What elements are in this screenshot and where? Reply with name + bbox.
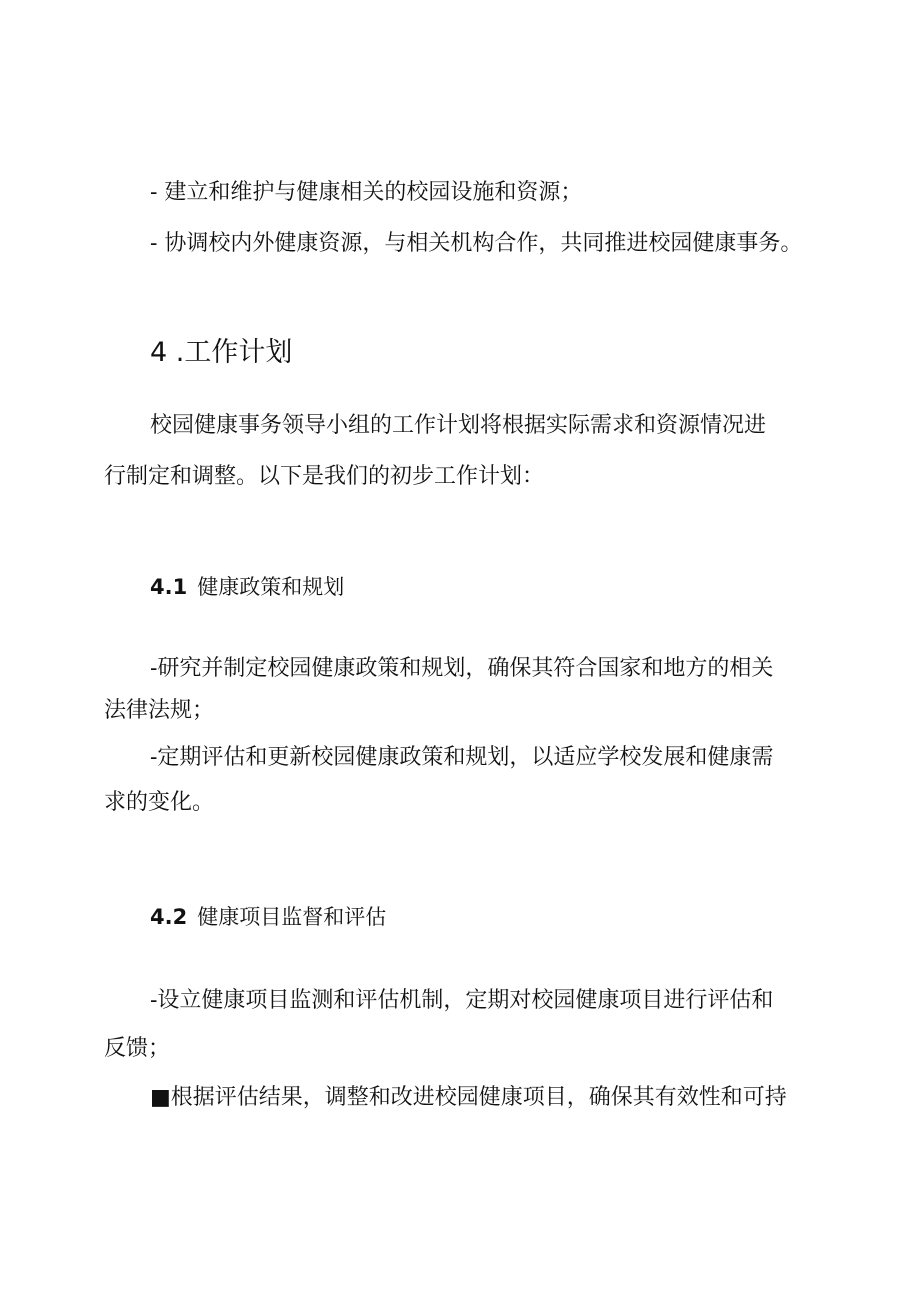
section-4-paragraph-line-1: 校园健康事务领导小组的工作计划将根据实际需求和资源情况进 xyxy=(150,413,767,438)
section-4-1-item-2-line-2: 求的变化。 xyxy=(104,790,215,815)
section-4-2-title: 健康项目监督和评估 xyxy=(197,905,387,929)
section-4-1-item-2-line-1: -定期评估和更新校园健康政策和规划，以适应学校发展和健康需 xyxy=(150,745,774,770)
section-4-paragraph-line-2: 行制定和调整。以下是我们的初步工作计划： xyxy=(104,464,545,489)
section-4-1-title: 健康政策和规划 xyxy=(197,575,345,599)
section-4-heading: 4 .工作计划 xyxy=(150,337,293,368)
section-4-2-item-1-line-2: 反馈； xyxy=(104,1036,171,1061)
bullet-coordinate-resources: - 协调校内外健康资源，与相关机构合作，共同推进校园健康事务。 xyxy=(150,231,803,256)
section-4-2-number: 4.2 xyxy=(150,905,188,929)
section-4-2-item-2-line-1: ■根据评估结果，调整和改进校园健康项目，确保其有效性和可持 xyxy=(150,1085,787,1110)
section-4-1-item-1-line-2: 法律法规； xyxy=(104,698,215,723)
section-4-1-number: 4.1 xyxy=(150,575,188,599)
section-4-2-heading xyxy=(150,902,386,932)
section-4-1-item-1-line-1: -研究并制定校园健康政策和规划，确保其符合国家和地方的相关 xyxy=(150,656,774,681)
bullet-facilities: - 建立和维护与健康相关的校园设施和资源； xyxy=(150,180,583,205)
section-4-2-item-1-line-1: -设立健康项目监测和评估机制，定期对校园健康项目进行评估和 xyxy=(150,988,774,1013)
section-4-1-heading xyxy=(150,572,344,602)
